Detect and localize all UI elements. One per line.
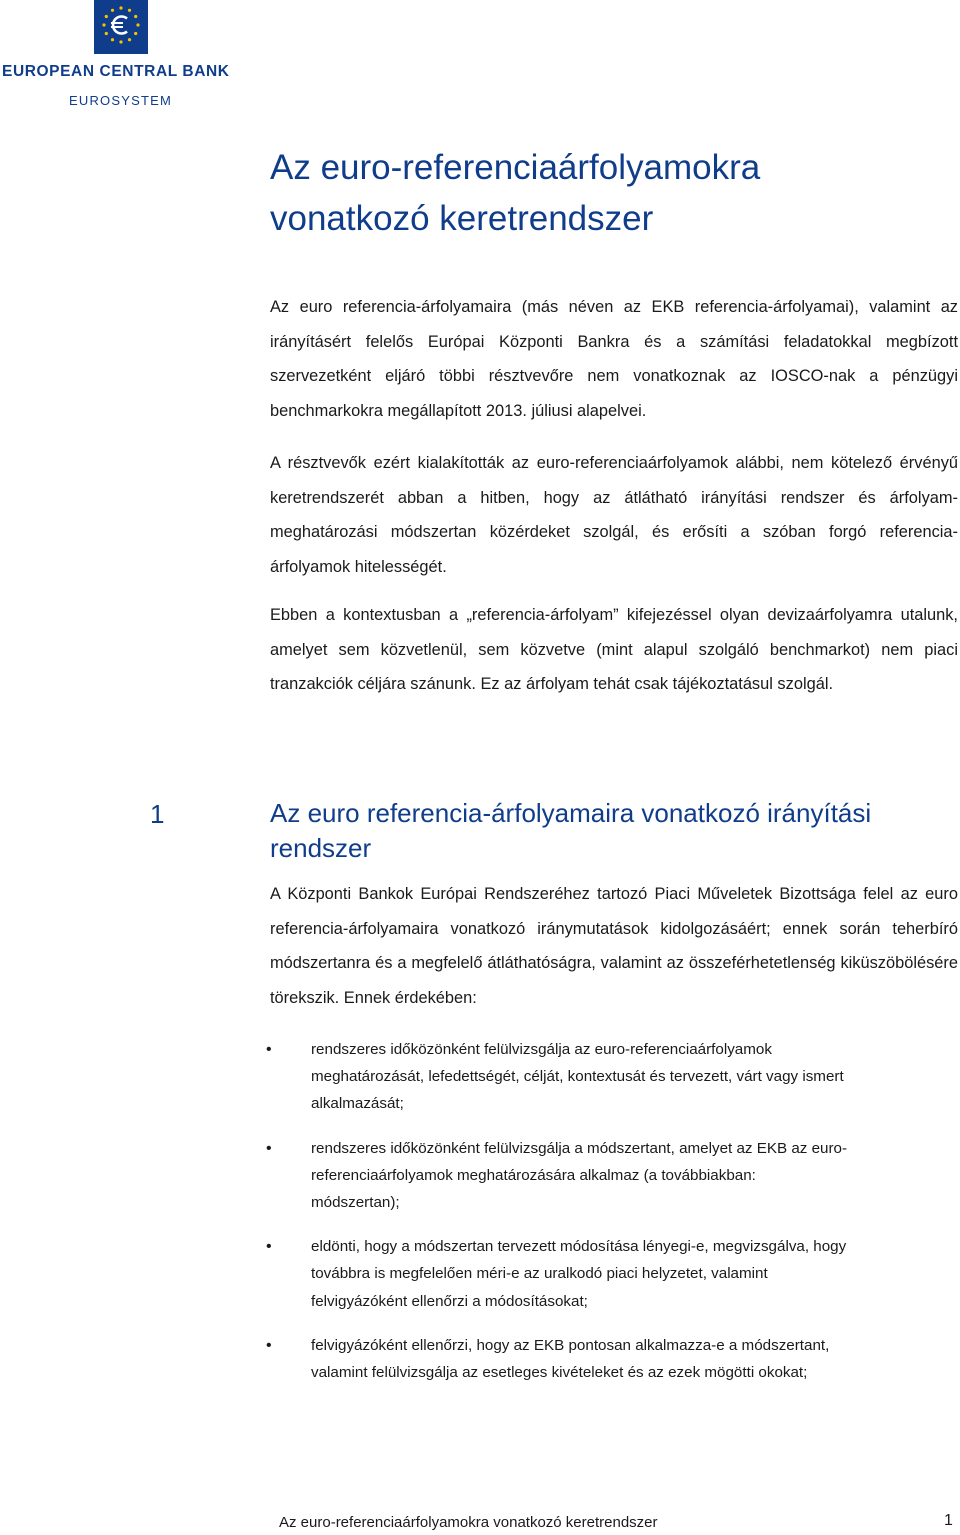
list-item-line: felvigyázóként ellenőrzi a módosításokat;: [311, 1292, 588, 1310]
page-title-line2: vonatkozó keretrendszer: [270, 199, 654, 238]
footer-running-title: Az euro-referenciaárfolyamokra vonatkozó keretrendszer: [279, 1514, 658, 1531]
list-item-line: valamint felülvizsgálja az esetleges kivételeket és az ezek mögötti okokat;: [311, 1364, 808, 1382]
intro-paragraph-3: Ebben a kontextusban a „referencia-árfolyam” kifejezéssel olyan devizaárfolyamra utalunk, amelyet sem közvetlenül, sem közvetve (mint alapul szolgáló benchmarkot) nem piaci tranzakciók céljára szánunk. Ez az árfolyam tehát csak tájékoztatásul szolgál.: [270, 606, 958, 693]
page-number: 1: [944, 1512, 953, 1529]
page-title-line1: Az euro-referenciaárfolyamokra: [270, 148, 761, 187]
list-item-line: eldönti, hogy a módszertan tervezett módosítása lényegi-e, megvizsgálva, hogy: [311, 1238, 847, 1256]
system-name: EUROSYSTEM: [69, 93, 173, 108]
list-item: [0, 1233, 960, 1315]
list-item: [0, 1135, 960, 1217]
section-title: [270, 796, 950, 866]
section-number: 1: [150, 799, 165, 829]
list-item-line: módszertan);: [311, 1194, 400, 1212]
page-title: [270, 142, 760, 244]
list-item: [0, 1036, 960, 1118]
list-item-line: továbbra is megfelelően méri-e az uralkodó piaci helyzetet, valamint: [311, 1265, 768, 1283]
section-title-line1: Az euro referencia-árfolyamaira vonatkozó irányítási: [270, 798, 872, 828]
intro-paragraph-2: A résztvevők ezért kialakították az euro-referenciaárfolyamok alábbi, nem kötelező érvényű keretrendszerét abban a hitben, hogy az átlátható irányítási rendszer és árfolyam-meghatározási módszertan közérdeket szolgál, és erősíti a szóban forgó referencia-árfolyamok hitelességét.: [270, 454, 958, 576]
bullet-icon: •: [266, 1041, 272, 1058]
list-item-line: meghatározását, lefedettségét, célját, kontextusát és tervezett, várt vagy ismert: [311, 1068, 844, 1086]
list-item-line: alkalmazását;: [311, 1095, 404, 1113]
list-item-line: rendszeres időközönként felülvizsgálja az euro-referenciaárfolyamok: [311, 1041, 772, 1058]
list-item-line: referenciaárfolyamok meghatározására alkalmaz (a továbbiakban:: [311, 1166, 756, 1184]
bullet-icon: •: [266, 1139, 272, 1157]
list-item-line: felvigyázóként ellenőrzi, hogy az EKB pontosan alkalmazza-e a módszertant,: [311, 1336, 830, 1354]
bullet-icon: •: [266, 1336, 272, 1354]
section-intro-paragraph: A Központi Bankok Európai Rendszeréhez tartozó Piaci Műveletek Bizottsága felel az euro referencia-árfolyamaira vonatkozó iránymutatások kidolgozásáért; ennek során teherbíró módszertanra és a megfelelő átláthatóságra, valamint az összeférhetetlenség kiküszöbölésére törekszik. Ennek érdekében:: [270, 885, 958, 1007]
bullet-list: [0, 1036, 960, 1403]
intro-paragraph-1: Az euro referencia-árfolyamaira (más néven az EKB referencia-árfolyamai), valamint az irányításért felelős Európai Központi Bankra és a számítási feladatokkal megbízott szervezetként eljáró többi résztvevőre nem vonatkoznak az IOSCO-nak a pénzügyi benchmarkokra megállapított 2013. júliusi alapelvei.: [270, 298, 958, 420]
bullet-icon: •: [266, 1238, 272, 1256]
list-item: [0, 1332, 960, 1386]
list-item-line: rendszeres időközönként felülvizsgálja a módszertant, amelyet az EKB az euro-: [311, 1139, 848, 1157]
section-title-line2: rendszer: [270, 833, 372, 863]
bank-name: EUROPEAN CENTRAL BANK: [2, 63, 230, 80]
euro-sign-stars-icon: [94, 0, 148, 54]
